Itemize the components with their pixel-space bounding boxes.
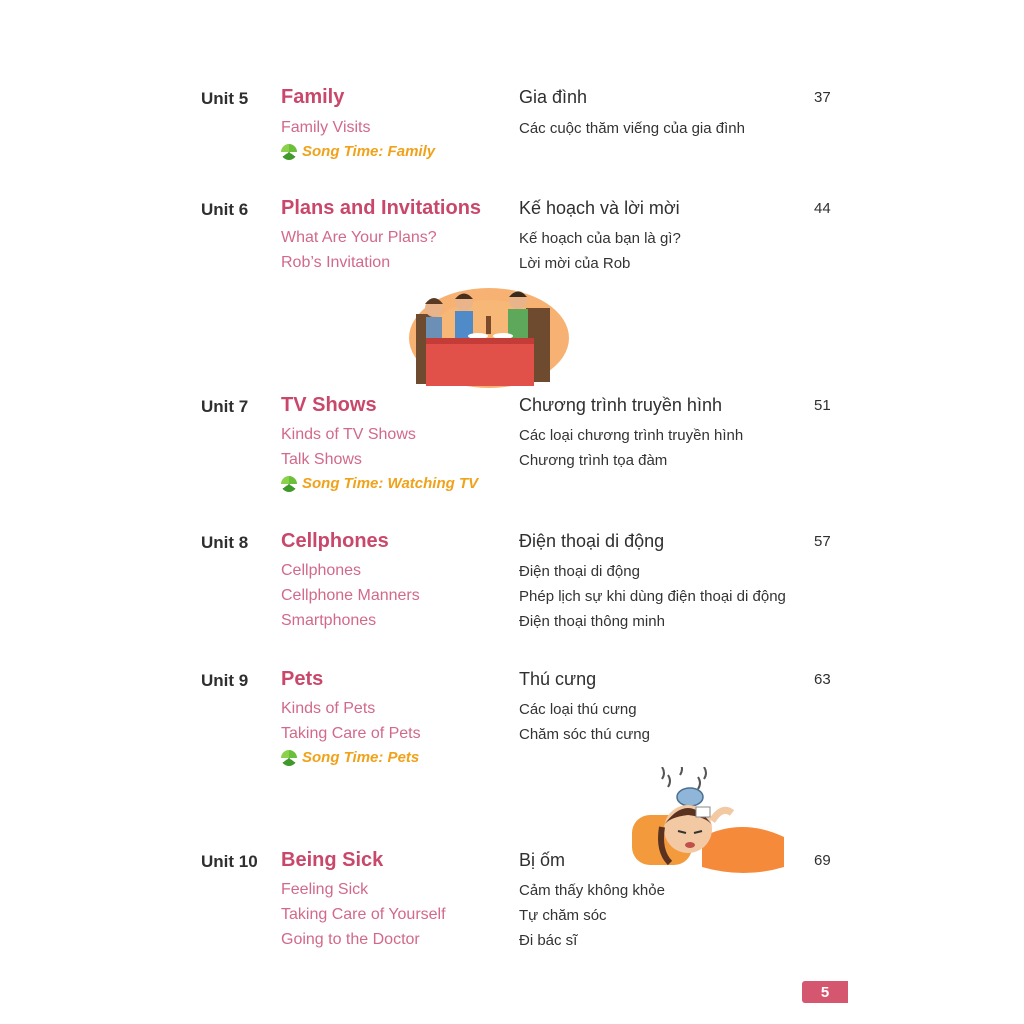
unit-label: Unit 9: [201, 671, 249, 690]
unit-title-en: TV Shows: [281, 394, 377, 416]
topic-en: Talk Shows: [281, 451, 362, 468]
sick-girl-illustration: [632, 767, 788, 877]
unit-label: Unit 8: [201, 533, 249, 552]
topic-en: Family Visits: [281, 119, 371, 136]
music-disc-icon: [281, 476, 297, 492]
topic-vi: Cảm thấy không khỏe: [519, 882, 665, 899]
topic-en: Taking Care of Yourself: [281, 906, 446, 923]
unit-title-vi: Kế hoạch và lời mời: [519, 198, 680, 218]
topic-vi: Lời mời của Rob: [519, 255, 631, 272]
unit-label: Unit 10: [201, 852, 258, 871]
unit-label: Unit 6: [201, 200, 249, 219]
unit-page-number: 69: [814, 852, 831, 869]
topic-en: Kinds of TV Shows: [281, 426, 416, 443]
topic-en: What Are Your Plans?: [281, 229, 437, 246]
unit-title-vi: Thú cưng: [519, 669, 597, 689]
topic-vi: Điện thoại di động: [519, 563, 640, 580]
unit-title-vi: Chương trình truyền hình: [519, 395, 722, 415]
topic-vi: Các loại thú cưng: [519, 701, 637, 718]
unit-title-vi: Bị ốm: [519, 850, 566, 870]
topic-en: Kinds of Pets: [281, 700, 376, 717]
topic-en: Taking Care of Pets: [281, 725, 421, 742]
unit-page-number: 51: [814, 397, 831, 414]
unit-title-vi: Điện thoại di động: [519, 531, 665, 551]
unit-title-vi: Gia đình: [519, 87, 588, 107]
topic-vi: Đi bác sĩ: [519, 932, 578, 949]
unit-page-number: 57: [814, 533, 831, 550]
topic-vi: Phép lịch sự khi dùng điện thoại di động: [519, 588, 786, 605]
song-title: Song Time: Family: [302, 143, 436, 160]
unit-page-number: 37: [814, 89, 831, 106]
topic-vi: Các loại chương trình truyền hình: [519, 427, 744, 444]
topic-en: Going to the Doctor: [281, 931, 420, 948]
topic-en: Cellphones: [281, 562, 362, 579]
song-title: Song Time: Pets: [302, 749, 420, 766]
topic-vi: Kế hoạch của bạn là gì?: [519, 230, 681, 247]
unit-title-en: Family: [281, 86, 345, 108]
music-disc-icon: [281, 144, 297, 160]
topic-en: Rob’s Invitation: [281, 254, 391, 271]
unit-title-en: Pets: [281, 668, 324, 690]
topic-en: Smartphones: [281, 612, 377, 629]
unit-label: Unit 7: [201, 397, 249, 416]
song-time: [281, 475, 478, 492]
music-disc-icon: [281, 750, 297, 766]
unit-title-en: Plans and Invitations: [281, 197, 482, 219]
topic-vi: Chương trình tọa đàm: [519, 452, 668, 469]
unit-title-en: Being Sick: [281, 849, 384, 871]
topic-vi: Chăm sóc thú cưng: [519, 726, 650, 743]
unit-page-number: 44: [814, 200, 831, 217]
topic-en: Cellphone Manners: [281, 587, 420, 604]
family-dinner-illustration: [408, 286, 570, 388]
page-number-badge: 5: [802, 981, 848, 1003]
topic-vi: Điện thoại thông minh: [519, 613, 665, 630]
unit-label: Unit 5: [201, 89, 249, 108]
song-time: [281, 143, 435, 160]
unit-title-en: Cellphones: [281, 530, 389, 552]
topic-vi: Tự chăm sóc: [519, 907, 607, 924]
song-title: Song Time: Watching TV: [302, 475, 479, 492]
topic-en: Feeling Sick: [281, 881, 369, 898]
song-time: [281, 749, 419, 766]
topic-vi: Các cuộc thăm viếng của gia đình: [519, 120, 745, 137]
unit-page-number: 63: [814, 671, 831, 688]
